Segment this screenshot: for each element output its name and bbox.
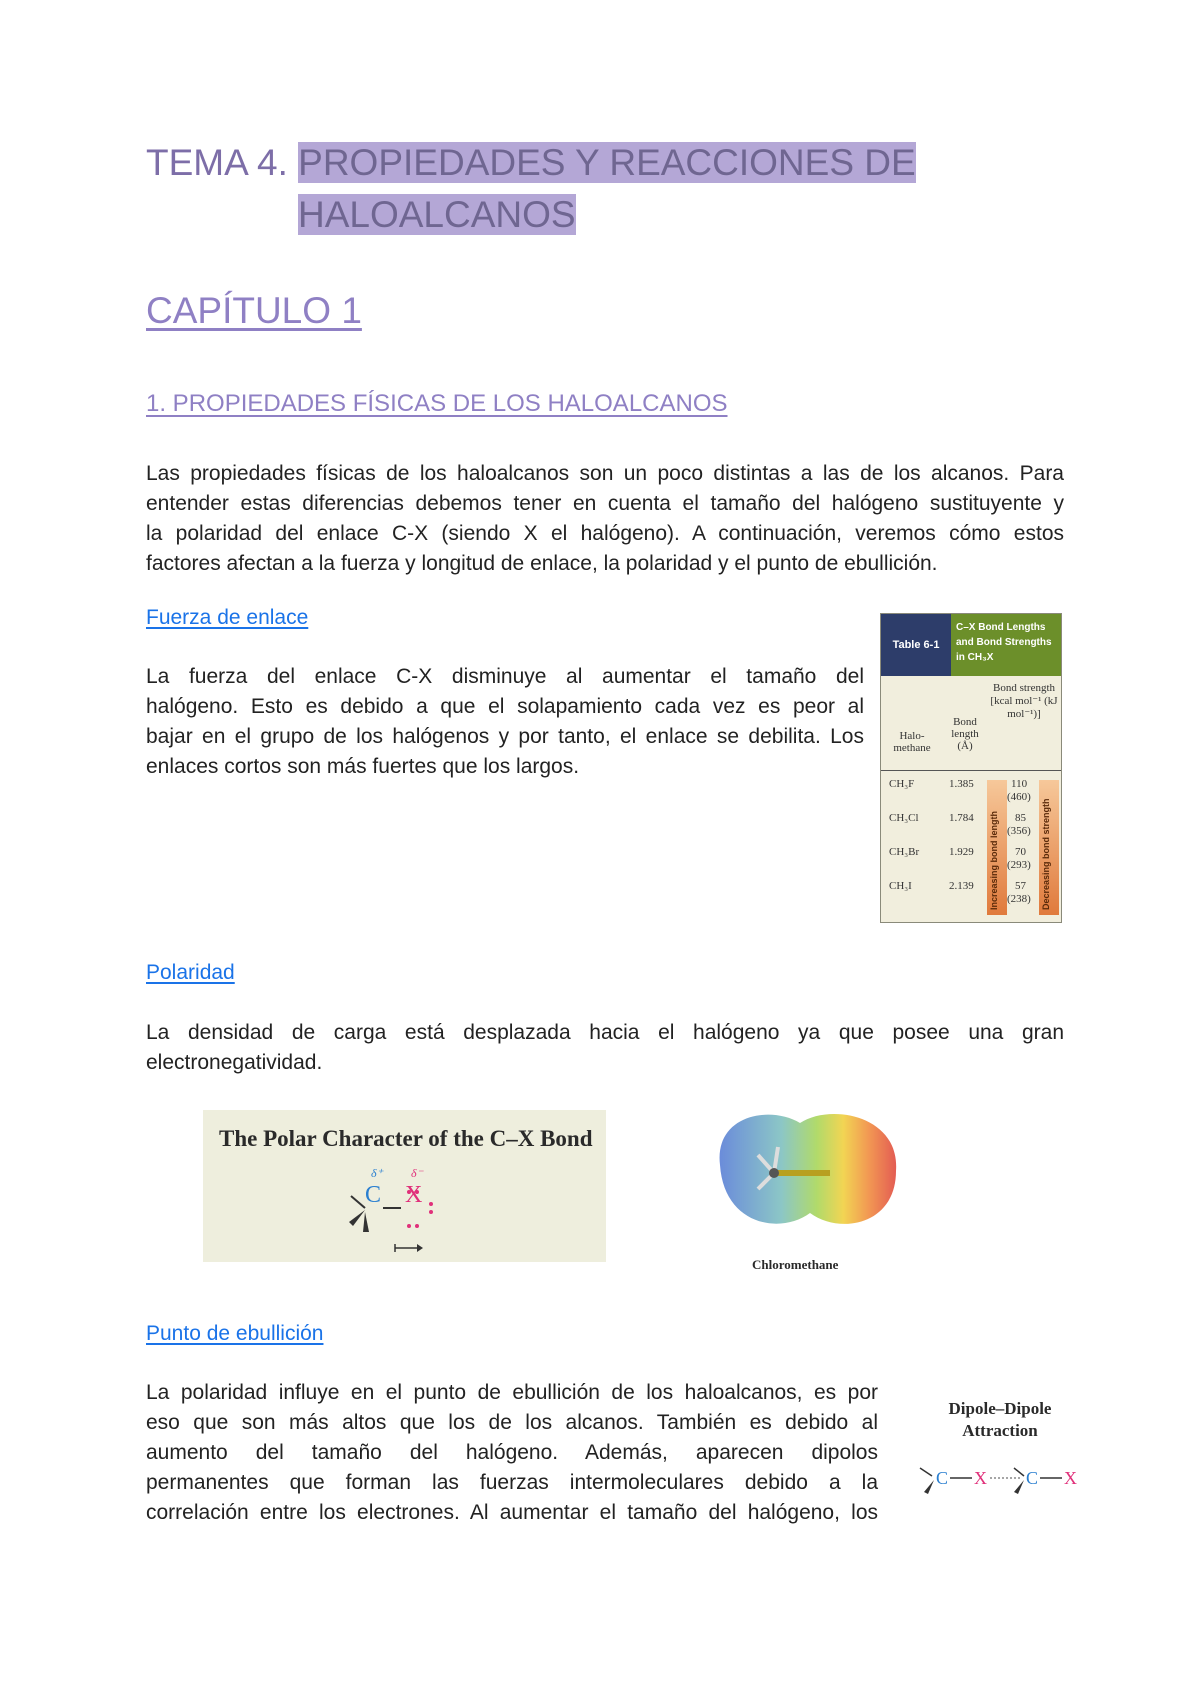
document-title-line2 xyxy=(298,190,576,240)
section-heading: 1. PROPIEDADES FÍSICAS DE LOS HALOALCANOS xyxy=(146,390,728,417)
intro-line: la polaridad del enlace C-X (siendo X el halógeno). A continuación, veremos cómo estos xyxy=(146,522,1064,545)
carbon-symbol: C xyxy=(365,1182,382,1208)
subheading-polaridad[interactable]: Polaridad xyxy=(146,961,235,984)
chapter-heading: CAPÍTULO 1 xyxy=(146,290,362,331)
polar-figure-title: The Polar Character of the C–X Bond xyxy=(219,1126,593,1151)
halogen-symbol: X xyxy=(405,1182,423,1208)
row-length: 1.929 xyxy=(949,846,974,858)
ebullicion-line: permanentes que forman las fuerzas intermoleculares debido a la xyxy=(146,1471,878,1494)
row-kj: (356) xyxy=(1007,825,1031,837)
row-strength: 70 xyxy=(1015,846,1026,858)
table-col-length: Bond length (Å) xyxy=(951,716,979,752)
polaridad-line: electronegatividad. xyxy=(146,1051,323,1074)
document-title xyxy=(146,138,916,188)
intro-line: factores afectan a la fuerza y longitud de enlace, la polaridad y el punto de ebullición. xyxy=(146,552,938,575)
row-name: CH₃Br xyxy=(889,846,920,858)
dipole-title-2: Attraction xyxy=(962,1421,1038,1440)
polaridad-line: La densidad de carga está desplazada hacia el halógeno ya que posee una gran xyxy=(146,1021,1064,1044)
row-strength: 85 xyxy=(1015,812,1026,824)
title-highlight-line2: HALOALCANOS xyxy=(298,194,576,235)
row-strength: 57 xyxy=(1015,880,1026,892)
decreasing-arrow xyxy=(1039,780,1059,915)
dipole-dipole-figure xyxy=(910,1390,1090,1510)
row-kj: (238) xyxy=(1007,893,1031,905)
fuerza-line: halógeno. Esto es debido a que el solapamiento cada vez es peor al xyxy=(146,695,864,718)
ebullicion-line: correlación entre los electrones. Al aumentar el tamaño del halógeno, los xyxy=(146,1501,878,1524)
fuerza-paragraph xyxy=(146,662,864,782)
table-col-halomethane: Halo-methane xyxy=(893,730,931,754)
delta-plus: δ⁺ xyxy=(371,1166,383,1180)
row-length: 2.139 xyxy=(949,880,974,892)
dipole-drawing xyxy=(910,1448,1090,1508)
delta-minus: δ⁻ xyxy=(411,1166,423,1180)
fuerza-line: La fuerza del enlace C-X disminuye al aumentar el tamaño del xyxy=(146,665,864,688)
electrostatic-map xyxy=(700,1085,910,1255)
arrow2-label: Decreasing bond strength xyxy=(1041,798,1051,910)
polaridad-paragraph xyxy=(146,1018,1064,1078)
svg-text:X: X xyxy=(974,1468,987,1488)
svg-text:X: X xyxy=(1064,1468,1077,1488)
row-kj: (460) xyxy=(1007,791,1031,803)
title-highlight-line1: PROPIEDADES Y REACCIONES DE xyxy=(298,142,916,183)
svg-text:C: C xyxy=(936,1468,949,1488)
row-name: CH₃Cl xyxy=(889,812,919,824)
ebullicion-line: eso que son más altos que los de los alcanos. También es debido al xyxy=(146,1411,878,1434)
bond-table-figure xyxy=(880,613,1062,923)
ebullicion-line: aumento del tamaño del halógeno. Además, aparecen dipolos xyxy=(146,1441,878,1464)
row-length: 1.784 xyxy=(949,812,974,824)
polar-character-figure xyxy=(203,1110,606,1262)
row-kj: (293) xyxy=(1007,859,1031,871)
dipole-title-1: Dipole–Dipole xyxy=(948,1399,1052,1418)
increasing-arrow xyxy=(987,780,1007,915)
fuerza-line: bajar en el grupo de los halógenos y por tanto, el enlace se debilita. Los xyxy=(146,725,864,748)
subheading-fuerza[interactable]: Fuerza de enlace xyxy=(146,606,309,629)
table-title: C–X Bond Lengths and Bond Strengths in CH₃X xyxy=(951,614,1061,676)
svg-text:C: C xyxy=(1026,1468,1039,1488)
chloromethane-caption: Chloromethane xyxy=(752,1257,839,1272)
ebullicion-paragraph xyxy=(146,1378,878,1528)
chloromethane-figure xyxy=(700,1085,910,1285)
row-name: CH₃F xyxy=(889,778,915,790)
row-strength: 110 xyxy=(1011,778,1028,790)
intro-line: entender estas diferencias debemos tener en cuenta el tamaño del halógeno sustituyente y xyxy=(146,492,1064,515)
table-col-strength: Bond strength [kcal mol⁻¹ (kJ mol⁻¹)] xyxy=(990,682,1058,720)
intro-line: Las propiedades físicas de los haloalcanos son un poco distintas a las de los alcanos. Para xyxy=(146,462,1064,485)
row-length: 1.385 xyxy=(949,778,974,790)
row-name: CH₃I xyxy=(889,880,912,892)
subheading-ebullicion[interactable]: Punto de ebullición xyxy=(146,1322,324,1345)
intro-paragraph xyxy=(146,459,1064,579)
table-label: Table 6-1 xyxy=(881,614,951,676)
fuerza-line: enlaces cortos son más fuertes que los largos. xyxy=(146,755,580,778)
tema-label: TEMA 4. xyxy=(146,142,299,183)
arrow1-label: Increasing bond length xyxy=(989,810,999,910)
ebullicion-line: La polaridad influye en el punto de ebullición de los haloalcanos, es por xyxy=(146,1381,878,1404)
